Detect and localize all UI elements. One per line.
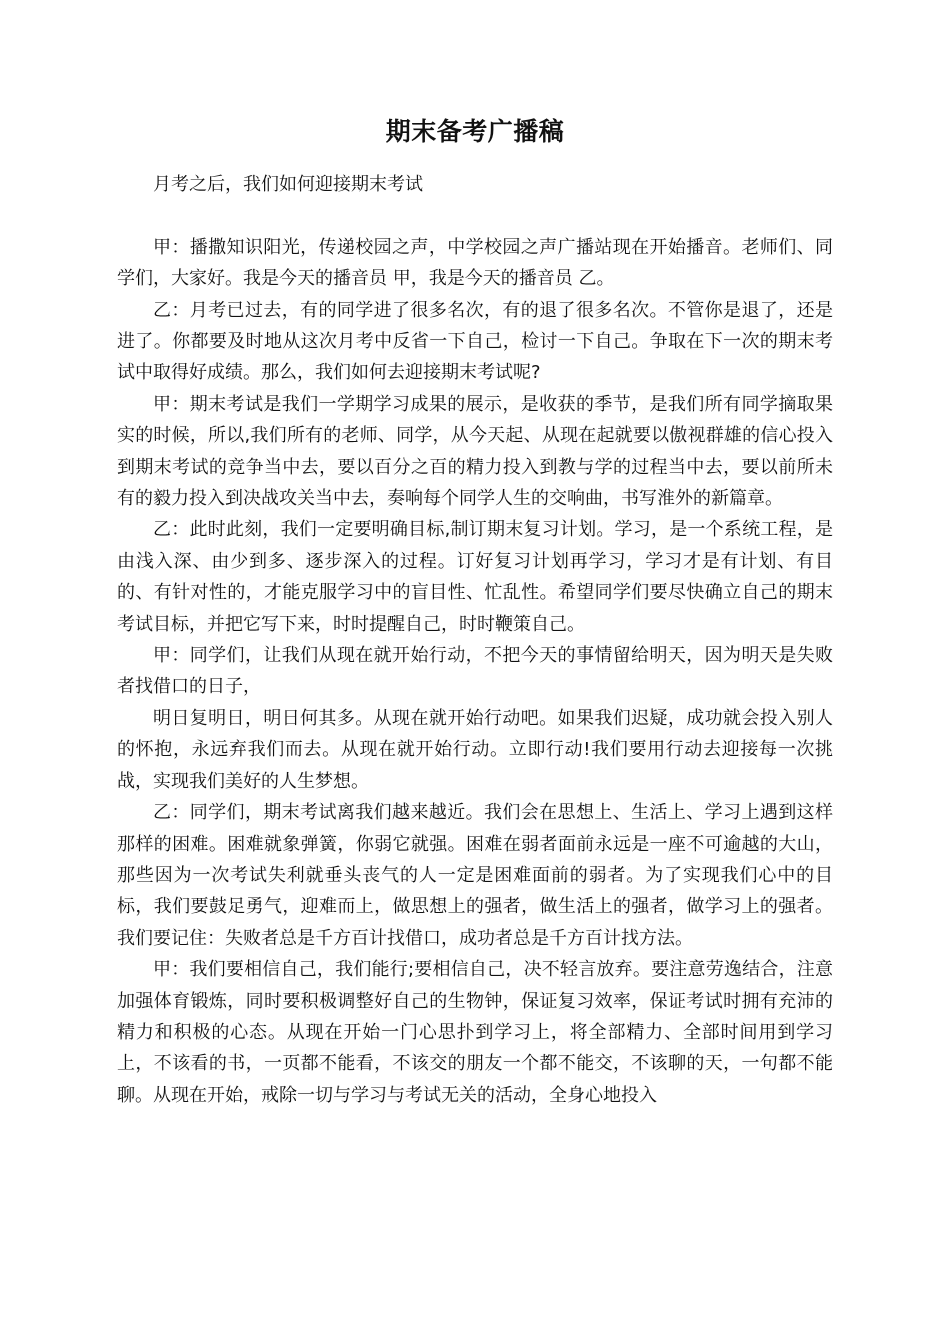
document-subtitle: 月考之后，我们如何迎接期末考试 (153, 174, 423, 195)
paragraph: 乙：同学们，期末考试离我们越来越近。我们会在思想上、生活上、学习上遇到这样那样的困难。困难就象弹簧，你弱它就强。困难在弱者面前永远是一座不可逾越的大山，那些因为一次考试失利就垂头丧气的人一定是困难面前的弱者。为了实现我们心中的目标，我们要鼓足勇气，迎难而上，做思想上的强者，做生活上的强者，做学习上的强者。我们要记住：失败者总是千方百计找借口，成功者总是千方百计找方法。 (117, 802, 833, 949)
paragraph: 乙：月考已过去，有的同学进了很多名次，有的退了很多名次。不管你是退了，还是进了。你都要及时地从这次月考中反省一下自己，检讨一下自己。争取在下一次的期末考试中取得好成绩。那么，我们如何去迎接期末考试呢? (117, 299, 833, 384)
document-body (117, 169, 833, 1111)
paragraph: 甲：我们要相信自己，我们能行;要相信自己，决不轻言放弃。要注意劳逸结合，注意加强体育锻炼，同时要积极调整好自己的生物钟，保证复习效率，保证考试时拥有充沛的精力和积极的心态。从现在开始一门心思扑到学习上，将全部精力、全部时间用到学习上，不该看的书，一页都不能看，不该交的朋友一个都不能交，不该聊的天，一句都不能聊。从现在开始，戒除一切与学习与考试无关的活动，全身心地投入 (117, 959, 833, 1106)
paragraph: 甲：播撒知识阳光，传递校园之声，中学校园之声广播站现在开始播音。老师们、同学们，大家好。我是今天的播音员 甲，我是今天的播音员 乙。 (117, 236, 833, 290)
document-title: 期末备考广播稿 (385, 117, 565, 146)
paragraph: 甲：期末考试是我们一学期学习成果的展示，是收获的季节，是我们所有同学摘取果实的时候，所以,我们所有的老师、同学，从今天起、从现在起就要以傲视群雄的信心投入到期末考试的竞争当中去，要以百分之百的精力投入到教与学的过程当中去，要以前所未有的毅力投入到决战攻关当中去，奏响每个同学人生的交响曲，书写淮外的新篇章。 (117, 393, 833, 510)
paragraph: 甲：同学们，让我们从现在就开始行动，不把今天的事情留给明天，因为明天是失败者找借口的日子， (117, 645, 833, 698)
paragraph: 明日复明日，明日何其多。从现在就开始行动吧。如果我们迟疑，成功就会投入别人的怀抱，永远弃我们而去。从现在就开始行动。立即行动!我们要用行动去迎接每一次挑战，实现我们美好的人生梦想。 (117, 707, 833, 792)
paragraph: 乙：此时此刻，我们一定要明确目标,制订期末复习计划。学习，是一个系统工程，是由浅入深、由少到多、逐步深入的过程。订好复习计划再学习，学习才是有计划、有目的、有针对性的，才能克服学习中的盲目性、忙乱性。希望同学们要尽快确立自己的期末考试目标，并把它写下来，时时提醒自己，时时鞭策自己。 (117, 519, 833, 635)
